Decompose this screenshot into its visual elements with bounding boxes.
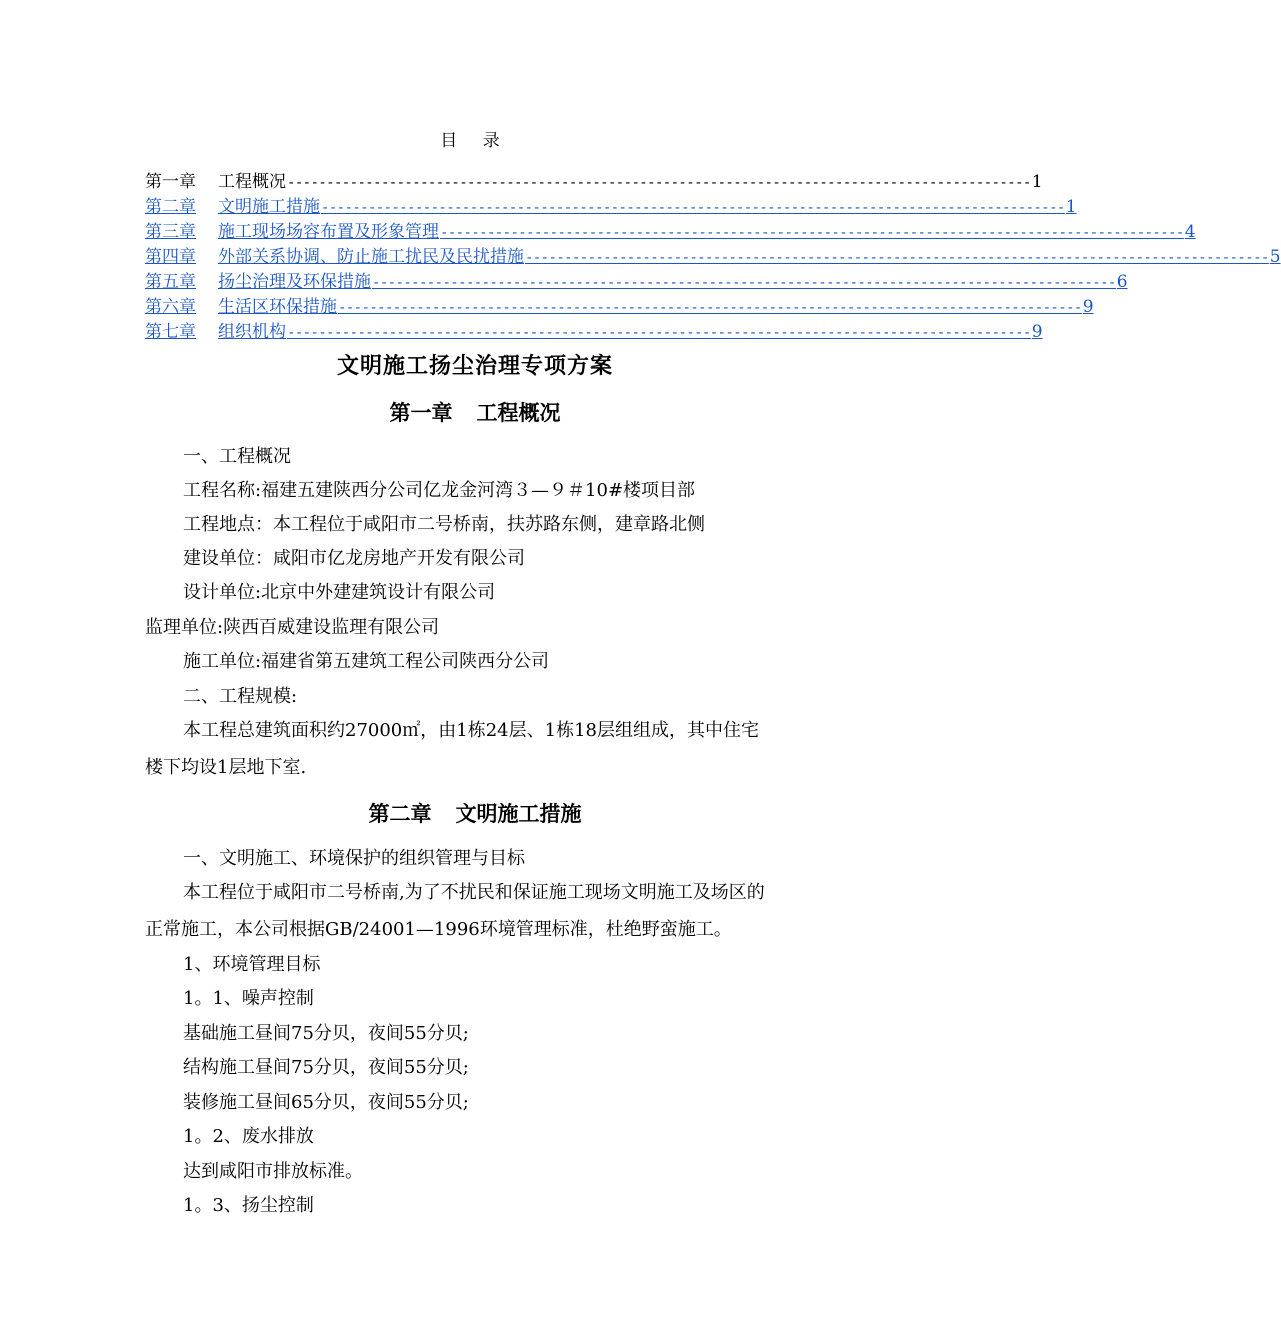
toc-leader: -----------------------------------------------------------------------------------------------: [440, 225, 1184, 241]
toc-chapter-title: 工程概况: [218, 172, 286, 192]
toc-chapter-number: 第二章: [145, 197, 196, 217]
body-text: 本工程位于咸阳市二号桥南,为了不扰民和保证施工现场文明施工及场区的: [183, 882, 765, 903]
body-text: 本工程总建筑面积约27000㎡，由1栋24层、1栋18层组组成，其中住宅: [183, 720, 759, 741]
toc-page-number: 1: [1031, 172, 1043, 192]
chapter-1-heading: [0, 397, 950, 427]
body-text: 正常施工，本公司根据GB/24001—1996环境管理标准，杜绝野蛮施工。: [145, 919, 732, 940]
body-text: 楼下均设1层地下室.: [145, 757, 307, 778]
chapter-2-heading: [0, 798, 950, 828]
toc-entry-6[interactable]: [145, 295, 1094, 320]
body-text: 基础施工昼间75分贝，夜间55分贝;: [183, 1023, 469, 1044]
body-text: 结构施工昼间75分贝，夜间55分贝;: [183, 1057, 469, 1078]
toc-leader: -----------------------------------------------------------------------------------------------: [372, 275, 1116, 291]
subsection-heading: 1。1、噪声控制: [183, 988, 314, 1009]
project-location: 工程地点：本工程位于咸阳市二号桥南，扶苏路东侧，建章路北侧: [183, 514, 705, 535]
toc-page-number: 1: [1065, 197, 1077, 217]
toc-entry-1: [145, 170, 1043, 195]
document-title: 文明施工扬尘治理专项方案: [336, 353, 613, 379]
construction-unit: 建设单位：咸阳市亿龙房地产开发有限公司: [183, 548, 525, 569]
toc-chapter-title: 扬尘治理及环保措施: [218, 272, 371, 292]
toc-page-number: 9: [1031, 322, 1043, 342]
section-heading: 一、工程概况: [183, 446, 291, 467]
toc-leader: -----------------------------------------------------------------------------------------------: [287, 175, 1031, 191]
toc-entry-7[interactable]: [145, 320, 1043, 345]
toc-entry-5[interactable]: [145, 270, 1128, 295]
contractor-unit: 施工单位:福建省第五建筑工程公司陕西分公司: [183, 651, 550, 672]
project-name: 工程名称:福建五建陕西分公司亿龙金河湾３—９＃10#楼项目部: [183, 480, 696, 501]
toc-entry-2[interactable]: [145, 195, 1077, 220]
subsection-heading: 1、环境管理目标: [183, 954, 321, 975]
toc-page-number: 5: [1269, 247, 1281, 267]
chapter-number: 第一章: [389, 400, 453, 425]
chapter-number: 第二章: [368, 801, 432, 826]
toc-chapter-title: 生活区环保措施: [218, 297, 337, 317]
supervision-unit: 监理单位:陕西百威建设监理有限公司: [145, 617, 440, 638]
toc-chapter-number: 第七章: [145, 322, 196, 342]
section-heading: 一、文明施工、环境保护的组织管理与目标: [183, 848, 525, 869]
design-unit: 设计单位:北京中外建建筑设计有限公司: [183, 582, 496, 603]
toc-chapter-title: 施工现场场容布置及形象管理: [218, 222, 439, 242]
toc-page-number: 6: [1116, 272, 1128, 292]
toc-chapter-title: 文明施工措施: [218, 197, 320, 217]
toc-entry-3[interactable]: [145, 220, 1196, 245]
toc-page-number: 4: [1184, 222, 1196, 242]
toc-chapter-number: 第一章: [145, 172, 196, 192]
toc-chapter-title: 组织机构: [218, 322, 286, 342]
toc-leader: -----------------------------------------------------------------------------------------------: [287, 325, 1031, 341]
toc-page-number: 9: [1082, 297, 1094, 317]
body-text: 装修施工昼间65分贝，夜间55分贝;: [183, 1092, 469, 1113]
toc-chapter-number: 第六章: [145, 297, 196, 317]
subsection-heading: 1。3、扬尘控制: [183, 1195, 314, 1216]
toc-leader: -----------------------------------------------------------------------------------------------: [338, 300, 1082, 316]
body-text: 达到咸阳市排放标准。: [183, 1161, 363, 1182]
toc-chapter-number: 第五章: [145, 272, 196, 292]
toc-chapter-number: 第三章: [145, 222, 196, 242]
toc-chapter-number: 第四章: [145, 247, 196, 267]
table-of-contents: [145, 170, 1281, 345]
toc-title: 目 录: [440, 131, 510, 151]
toc-chapter-title: 外部关系协调、防止施工扰民及民扰措施: [218, 247, 524, 267]
section-heading: 二、工程规模:: [183, 686, 298, 707]
toc-entry-4[interactable]: [145, 245, 1281, 270]
subsection-heading: 1。2、废水排放: [183, 1126, 314, 1147]
chapter-title: 工程概况: [476, 400, 561, 425]
chapter-title: 文明施工措施: [455, 801, 582, 826]
toc-leader: -----------------------------------------------------------------------------------------------: [525, 250, 1269, 266]
toc-leader: -----------------------------------------------------------------------------------------------: [321, 200, 1065, 216]
